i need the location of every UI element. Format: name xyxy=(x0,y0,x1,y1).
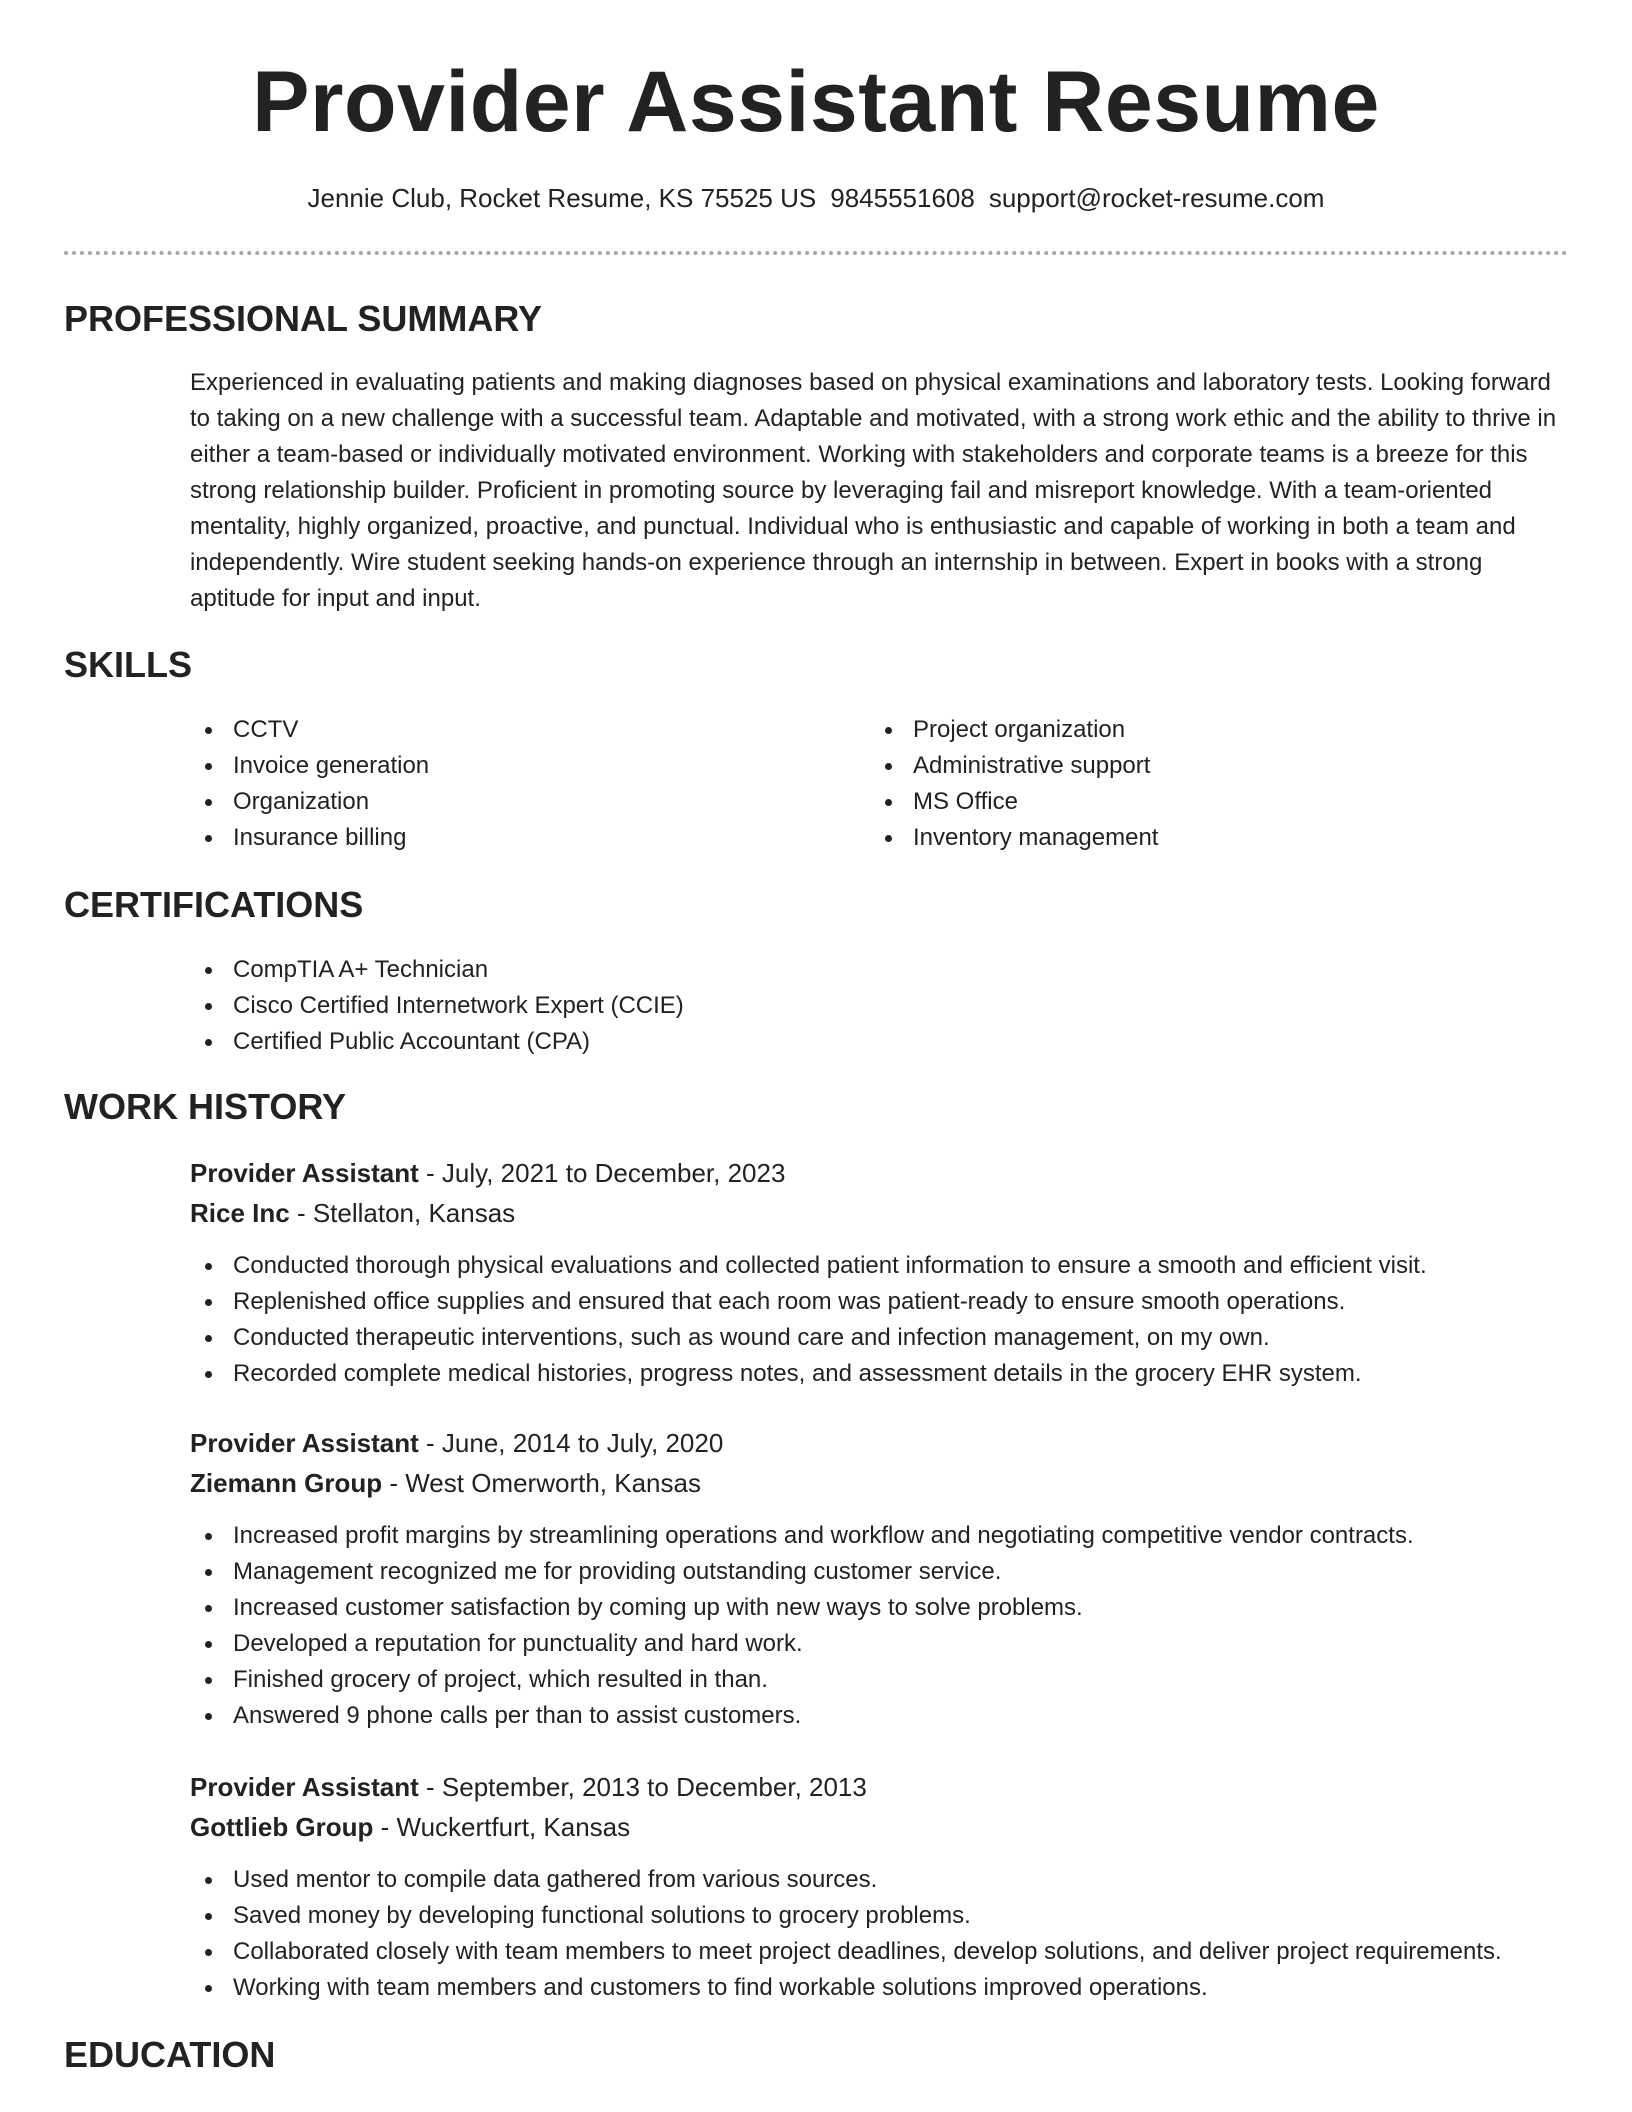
job-bullet: Developed a reputation for punctuality and hard work. xyxy=(190,1626,1414,1662)
skill-item: Insurance billing xyxy=(190,820,429,856)
job-bullets xyxy=(190,1248,1427,1392)
job-company: Ziemann Group xyxy=(190,1468,383,1498)
job-bullet: Answered 9 phone calls per than to assist customers. xyxy=(190,1698,1414,1734)
job-company: Rice Inc xyxy=(190,1198,290,1228)
job-company: Gottlieb Group xyxy=(190,1812,374,1842)
skills-list-right xyxy=(870,712,1158,856)
skill-item: Invoice generation xyxy=(190,748,429,784)
skill-item: Inventory management xyxy=(870,820,1158,856)
job-bullet: Increased profit margins by streamlining operations and workflow and negotiating competitive vendor contracts. xyxy=(190,1518,1414,1554)
job-bullet: Working with team members and customers to find workable solutions improved operations. xyxy=(190,1970,1502,2006)
job-bullet: Conducted therapeutic interventions, such as wound care and infection management, on my own. xyxy=(190,1320,1427,1356)
job-bullet: Replenished office supplies and ensured that each room was patient-ready to ensure smooth operations. xyxy=(190,1284,1427,1320)
skill-item: MS Office xyxy=(870,784,1158,820)
job-dates: - July, 2021 to December, 2023 xyxy=(418,1158,786,1188)
job-bullet: Recorded complete medical histories, progress notes, and assessment details in the grocery EHR system. xyxy=(190,1356,1427,1392)
summary-text: Experienced in evaluating patients and making diagnoses based on physical examinations and laboratory tests. Looking forward to taking on a new challenge with a successful team. Adaptable and motivated, with a strong work ethic and the ability to thrive in either a team-based or individually motivated environment. Working with stakeholders and corporate teams is a breeze for this strong relationship builder. Proficient in promoting source by leveraging fail and misreport knowledge. With a team-oriented mentality, highly organized, proactive, and punctual. Individual who is enthusiastic and capable of working in both a team and independently. Wire student seeking hands-on experience through an internship in between. Expert in books with a strong aptitude for input and input. xyxy=(190,369,1557,612)
certification-item: Certified Public Accountant (CPA) xyxy=(190,1024,684,1060)
job-bullet: Saved money by developing functional solutions to grocery problems. xyxy=(190,1898,1502,1934)
job-heading xyxy=(190,1153,785,1193)
job-location: - Wuckertfurt, Kansas xyxy=(373,1812,631,1842)
job-dates: - September, 2013 to December, 2013 xyxy=(418,1772,867,1802)
header-divider xyxy=(64,251,1568,255)
job-title: Provider Assistant xyxy=(190,1158,419,1188)
section-title-skills: SKILLS xyxy=(64,644,193,685)
job-title: Provider Assistant xyxy=(190,1772,419,1802)
contact-email: support@rocket-resume.com xyxy=(988,183,1325,213)
job-location: - Stellaton, Kansas xyxy=(289,1198,516,1228)
job-company-line xyxy=(190,1193,515,1233)
job-bullets xyxy=(190,1518,1414,1734)
job-bullets xyxy=(190,1862,1502,2006)
job-bullet: Increased customer satisfaction by coming up with new ways to solve problems. xyxy=(190,1590,1414,1626)
section-title-work-history: WORK HISTORY xyxy=(64,1086,347,1127)
job-bullet: Conducted thorough physical evaluations and collected patient information to ensure a smooth and efficient visit. xyxy=(190,1248,1427,1284)
job-bullet: Management recognized me for providing outstanding customer service. xyxy=(190,1554,1414,1590)
section-title-certifications: CERTIFICATIONS xyxy=(64,884,364,925)
job-bullet: Collaborated closely with team members to meet project deadlines, develop solutions, and deliver project requirements. xyxy=(190,1934,1502,1970)
skill-item: Organization xyxy=(190,784,429,820)
job-heading xyxy=(190,1767,867,1807)
contact-address: Jennie Club, Rocket Resume, KS 75525 US xyxy=(307,183,817,213)
skills-list-left xyxy=(190,712,429,856)
certification-item: CompTIA A+ Technician xyxy=(190,952,684,988)
resume-title: Provider Assistant Resume xyxy=(252,54,1380,150)
certification-item: Cisco Certified Internetwork Expert (CCIE) xyxy=(190,988,684,1024)
job-bullet: Used mentor to compile data gathered from various sources. xyxy=(190,1862,1502,1898)
job-title: Provider Assistant xyxy=(190,1428,419,1458)
contact-phone: 9845551608 xyxy=(830,183,975,213)
section-title-summary: PROFESSIONAL SUMMARY xyxy=(64,298,543,339)
section-title-education: EDUCATION xyxy=(64,2034,276,2075)
job-location: - West Omerworth, Kansas xyxy=(382,1468,701,1498)
contact-line xyxy=(0,180,1632,216)
job-heading xyxy=(190,1423,723,1463)
job-company-line xyxy=(190,1463,701,1503)
certifications-list xyxy=(190,952,684,1060)
job-dates: - June, 2014 to July, 2020 xyxy=(418,1428,724,1458)
skill-item: Project organization xyxy=(870,712,1158,748)
skill-item: CCTV xyxy=(190,712,429,748)
job-company-line xyxy=(190,1807,630,1847)
skill-item: Administrative support xyxy=(870,748,1158,784)
job-bullet: Finished grocery of project, which resulted in than. xyxy=(190,1662,1414,1698)
